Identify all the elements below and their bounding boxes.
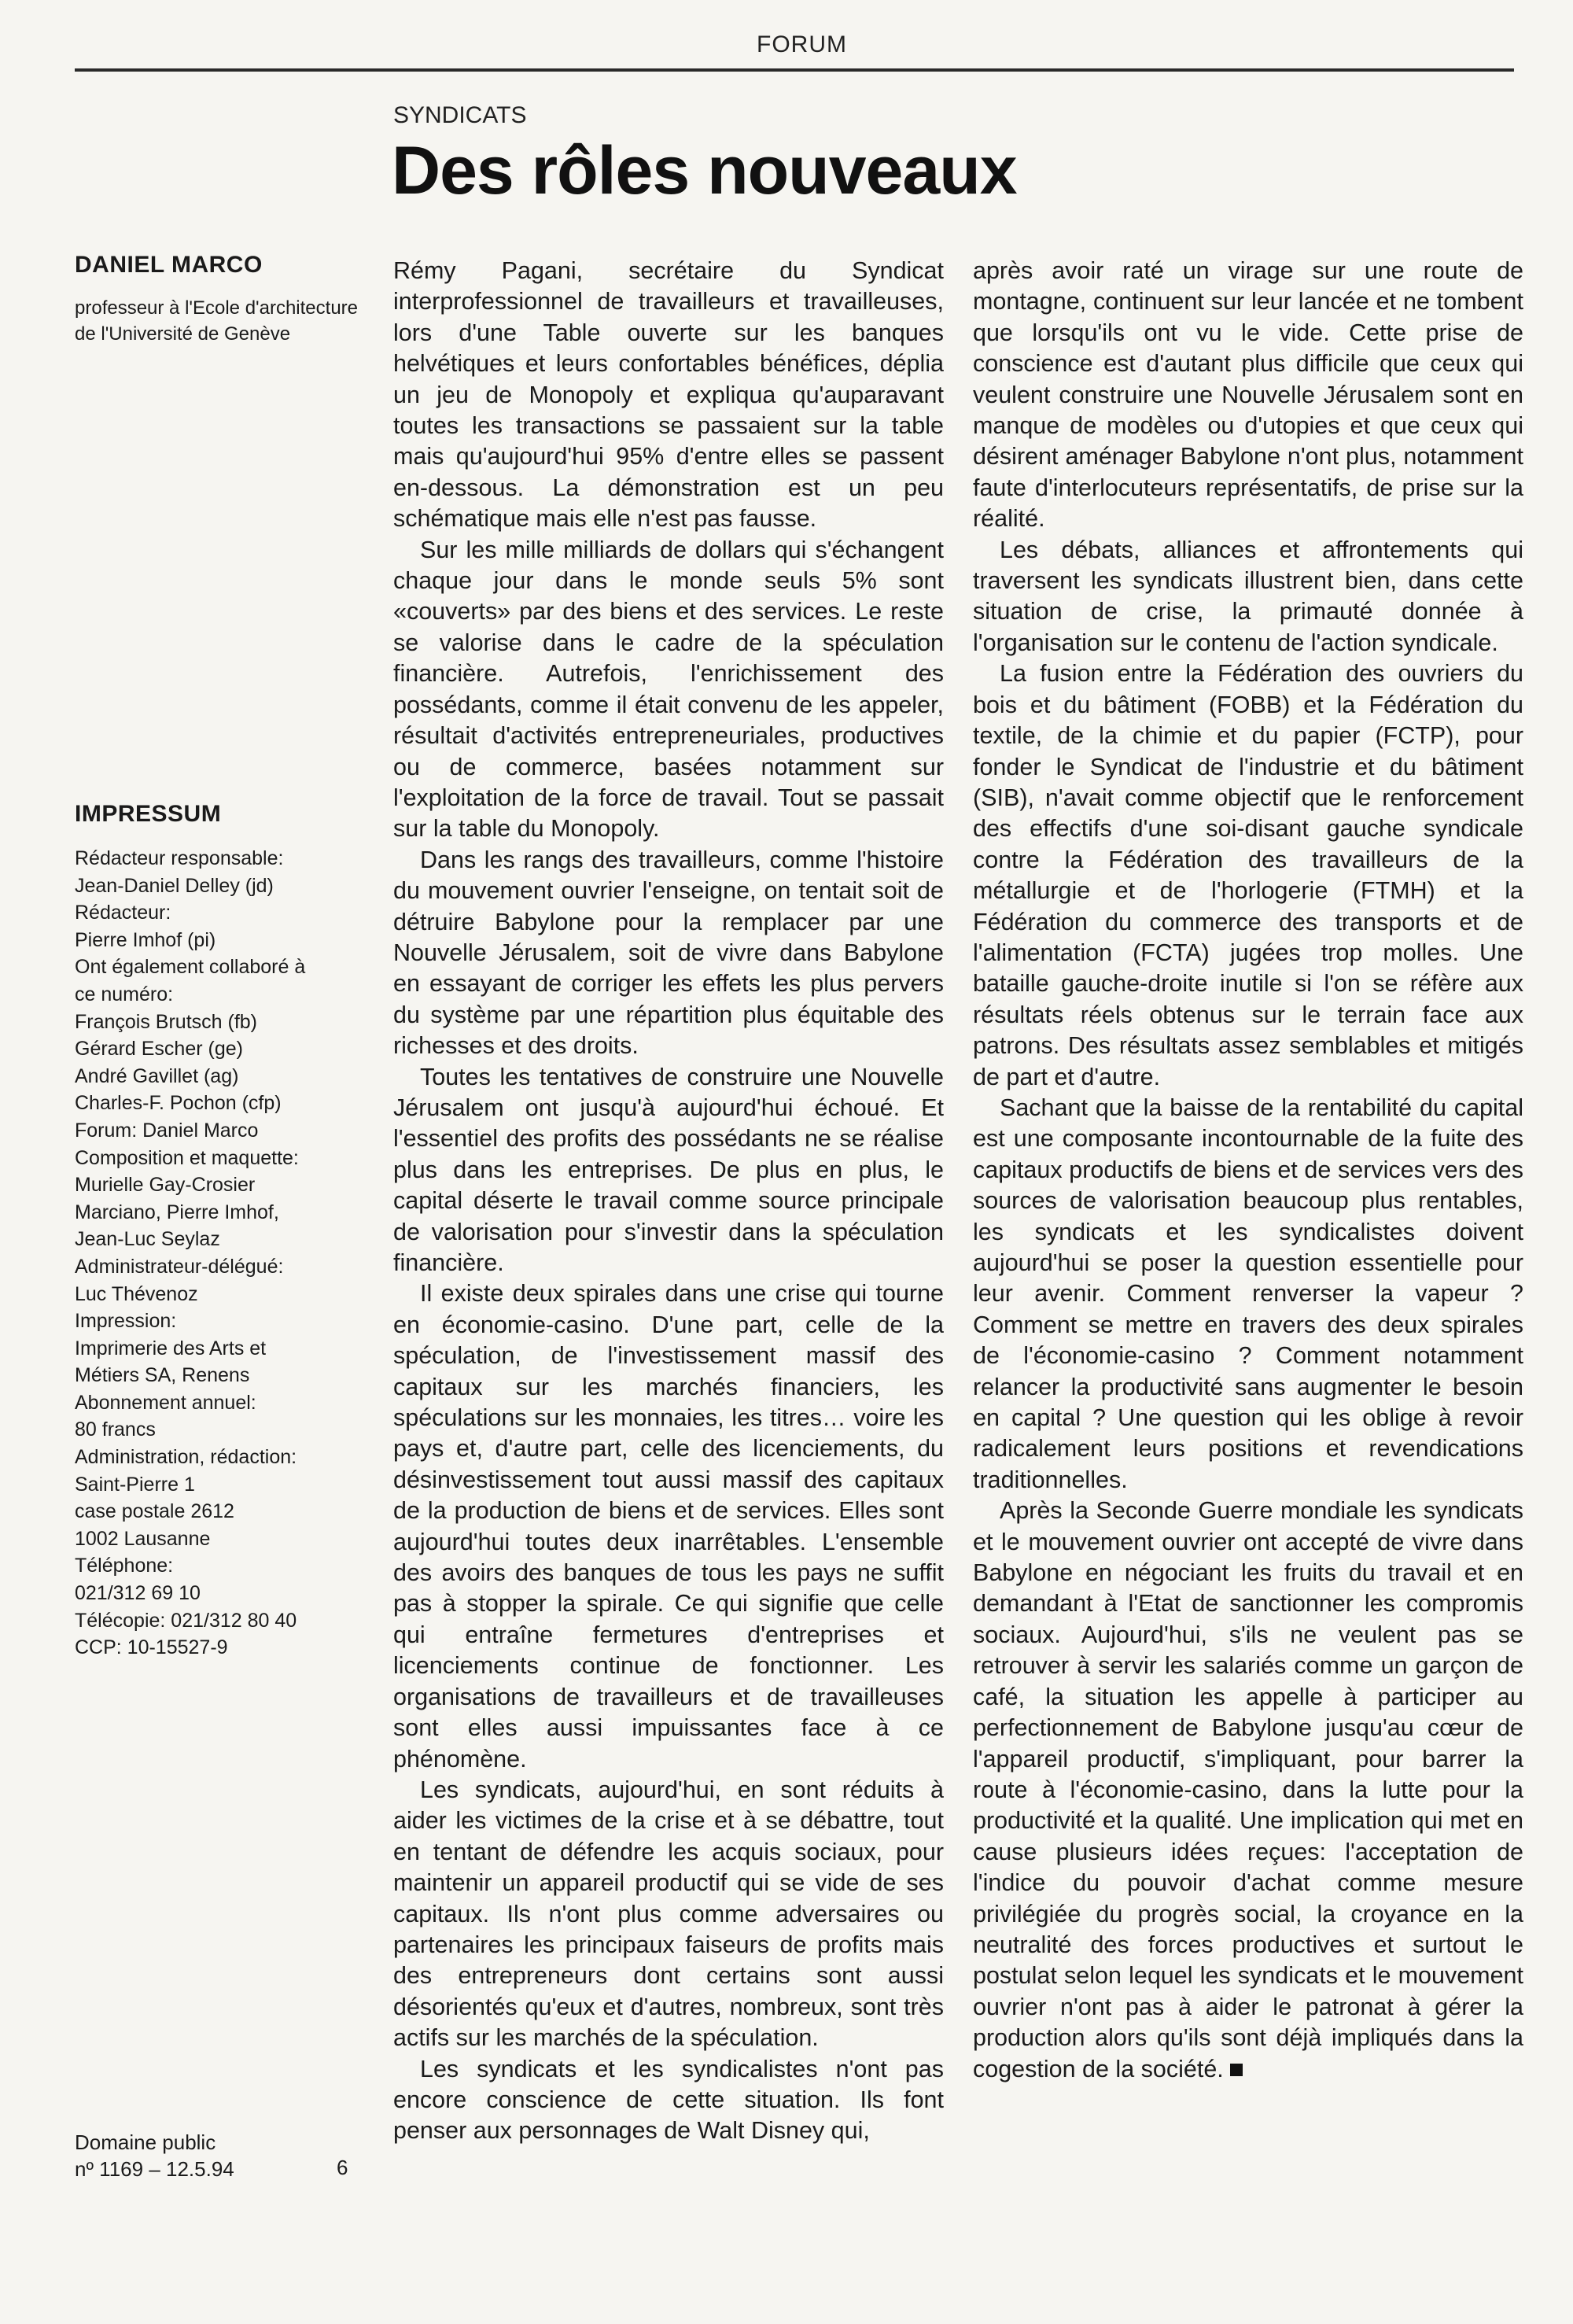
- impressum-line: Télécopie: 021/312 80 40: [75, 1609, 297, 1632]
- header-rule: [75, 68, 1514, 72]
- article-paragraph: La fusion entre la Fédération des ouvriers du bois et du bâtiment (FOBB) et la Fédération du textile, de la chimie et du papier (FCTP), pour fonder le Syndicat de l'industrie et du bâtiment (SIB), n'avait comme objectif que le renforcement des effectifs d'une soi-disant gauche syndicale contre la Fédération des travailleurs de la métallurgie et de l'horlogerie (FTMH) et la Fédération du commerce des transports et de l'alimentation (FCTA) jugées trop molles. Une bataille gauche-droite inutile si l'on se réfère aux résultats réels obtenus sur le terrain face aux patrons. Des résultats assez semblables et mitigés de part et d'autre.: [973, 660, 1523, 1090]
- impressum-line: Imprimerie des Arts et: [75, 1337, 267, 1359]
- article-paragraph: Rémy Pagani, secrétaire du Syndicat interprofessionnel de travailleurs et travailleuses, lors d'une Table ouverte sur les banques helvétiques et leurs confortables bénéfices, déplia un jeu de Monopoly et expliqua qu'auparavant toutes les transactions se passaient sur la table mais qu'aujourd'hui 95% d'entre elles se passent en-dessous. La démonstration est un peu schématique mais elle n'est pas fausse.: [393, 257, 944, 533]
- article-paragraph: Les syndicats, aujourd'hui, en sont réduits à aider les victimes de la crise et à se débattre, tout en tentant de défendre les acquis sociaux, pour maintenir un appareil productif qui se vide de ses capitaux. Ils n'ont plus comme adversaires ou partenaires les principaux faiseurs de profits mais des entrepreneurs dont certains sont aussi désorientés qu'eux et d'autres, nombreux, sont très actifs sur les marchés de la spéculation.: [393, 1776, 944, 2052]
- impressum-line: François Brutsch (fb): [75, 1010, 258, 1033]
- impressum-line: Forum: Daniel Marco: [75, 1119, 259, 1142]
- impressum-line: Murielle Gay-Crosier: [75, 1174, 256, 1197]
- impressum-line: Jean-Daniel Delley (jd): [75, 874, 274, 897]
- impressum-line: Gérard Escher (ge): [75, 1038, 243, 1061]
- article-column-2: [973, 256, 1523, 2085]
- publication-footer: [75, 2129, 358, 2182]
- article-column-1: [393, 256, 944, 2147]
- article-paragraph: Dans les rangs des travailleurs, comme l'histoire du mouvement ouvrier l'enseigne, on tentait soit de détruire Babylone pour la remplacer par une Nouvelle Jérusalem, soit de vivre dans Babylone en essayant de corriger les effets les plus pervers du système par une répartition plus équitable des richesses et des droits.: [393, 846, 944, 1060]
- impressum-line: Rédacteur:: [75, 902, 171, 924]
- impressum-line: Abonnement annuel:: [75, 1391, 256, 1414]
- impressum-line: Impression:: [75, 1310, 177, 1333]
- page-number: 6: [337, 2156, 348, 2179]
- impressum-line: Administration, rédaction:: [75, 1446, 297, 1469]
- impressum-line: Saint-Pierre 1: [75, 1473, 195, 1496]
- article-paragraph: après avoir raté un virage sur une route de montagne, continuent sur leur lancée et ne tombent que lorsqu'ils ont vu le vide. Cette prise de conscience est d'autant plus difficile que ceux qui veulent construire une Nouvelle Jérusalem sont en manque de modèles ou d'utopies et que ceux qui désirent aménager Babylone n'ont plus, notamment faute d'interlocuteurs représentatifs, de prise sur la réalité.: [973, 257, 1523, 533]
- end-of-article-mark: [1230, 2064, 1243, 2076]
- impressum-line: Jean-Luc Seylaz: [75, 1228, 220, 1251]
- article-paragraph: [973, 1496, 1523, 2085]
- article-kicker: SYNDICATS: [393, 102, 527, 128]
- article-paragraph: Les syndicats et les syndicalistes n'ont pas encore conscience de cette situation. Ils font penser aux personnages de Walt Disney qui,: [393, 2055, 944, 2145]
- impressum-line: Téléphone:: [75, 1555, 174, 1577]
- impressum-line: Luc Thévenoz: [75, 1282, 198, 1305]
- impressum-line: Charles-F. Pochon (cfp): [75, 1092, 282, 1115]
- section-label: FORUM: [757, 31, 847, 57]
- impressum-line: Marciano, Pierre Imhof,: [75, 1201, 279, 1223]
- article-title: Des rôles nouveaux: [392, 133, 1017, 208]
- impressum-line: 80 francs: [75, 1418, 156, 1441]
- impressum-line: Ont également collaboré à: [75, 956, 306, 979]
- impressum-line: 1002 Lausanne: [75, 1527, 211, 1550]
- impressum-line: 021/312 69 10: [75, 1582, 201, 1605]
- article-paragraph: Sur les mille milliards de dollars qui s'échangent chaque jour dans le monde seuls 5% sont «couverts» par des biens et des services. Le reste se valorise dans le cadre de la spéculation financière. Autrefois, l'enrichissement des possédants, comme il était convenu de les appeler, résultait d'activités entrepreneuriales, productives ou de commerce, basées notamment sur l'exploitation de la force de travail. Tout se passait sur la table du Monopoly.: [393, 536, 944, 843]
- impressum-line: CCP: 10-15527-9: [75, 1636, 228, 1659]
- impressum-line: Rédacteur responsable:: [75, 847, 284, 869]
- impressum-line: André Gavillet (ag): [75, 1064, 239, 1087]
- impressum-line: Composition et maquette:: [75, 1146, 299, 1169]
- publication-name: Domaine public: [75, 2130, 216, 2154]
- impressum-line: ce numéro:: [75, 983, 174, 1005]
- article-paragraph: Sachant que la baisse de la rentabilité du capital est une composante incontournable de la fuite des capitaux productifs de biens et de services vers des sources de valorisation beaucoup plus rentables, les syndicats et les syndicalistes doivent aujourd'hui se poser la question essentielle pour leur avenir. Comment renverser la vapeur ? Comment se mettre en travers des deux spirales de l'économie-casino ? Comment notamment relancer la productivité sans augmenter le besoin en capital ? Une question qui les oblige à revoir radicalement leurs positions et revendications traditionnelles.: [973, 1094, 1523, 1493]
- impressum-list: [75, 845, 358, 1662]
- impressum-title: IMPRESSUM: [75, 801, 222, 827]
- article-paragraph: Il existe deux spirales dans une crise qui tourne en économie-casino. D'une part, celle de la spéculation, de l'investissement massif des capitaux sur les marchés financiers, les spéculations sur les monnaies, les titres… voire les pays et, d'autre part, celle des licenciements, du désinvestissement tout aussi massif des capitaux de la production de biens et de services. Elles sont aujourd'hui toutes deux inarrêtables. L'ensemble des avoirs des banques de tous les pays ne suffit pas à stopper la spirale. Ce qui signifie que celle qui entraîne fermetures d'entreprises et licenciements continue de fonctionner. Les organisations de travailleurs et de travailleuses sont elles aussi impuissantes face à ce phénomène.: [393, 1280, 944, 1773]
- article-paragraph: Les débats, alliances et affrontements qui traversent les syndicats illustrent bien, dans cette situation de crise, la primauté donnée à l'organisation sur le contenu de l'action syndicale.: [973, 536, 1523, 656]
- author-name: DANIEL MARCO: [75, 252, 263, 278]
- article-final-text: Après la Seconde Guerre mondiale les syndicats et le mouvement ouvrier ont accepté de vivre dans Babylone en négociant les fruits du travail et en demandant à l'Etat de sanctionner les compromis sociaux. Aujourd'hui, s'ils ne veulent pas se retrouver à servir les salariés comme un garçon de café, la situation les appelle à participer au perfectionnement de Babylone jusqu'au cœur de l'appareil productif, s'impliquant, pour barrer la route à l'économie-casino, dans la lutte pour la productivité et la qualité. Une implication qui met en cause plusieurs idées reçues: l'acceptation de l'indice du pouvoir d'achat comme mesure privilégiée du progrès social, la croyance en la neutralité des forces productives et surtout le postulat selon lequel les syndicats et le mouvement ouvrier n'ont pas à aider le patronat à gérer la production alors qu'ils sont déjà impliqués dans la cogestion de la société.: [973, 1497, 1523, 2082]
- impressum-line: Métiers SA, Renens: [75, 1364, 250, 1387]
- impressum-line: Administrateur-délégué:: [75, 1255, 284, 1278]
- author-role: professeur à l'Ecole d'architecture de l'Université de Genève: [75, 297, 359, 345]
- article-paragraph: Toutes les tentatives de construire une Nouvelle Jérusalem ont jusqu'à aujourd'hui échoué. Et l'essentiel des profits des possédants ne se réalise plus dans les entreprises. De plus en plus, le capital déserte le travail comme source principale de valorisation pour s'investir dans la spéculation financière.: [393, 1063, 944, 1276]
- impressum-line: Pierre Imhof (pi): [75, 928, 216, 951]
- issue-info: nº 1169 – 12.5.94: [75, 2157, 234, 2181]
- impressum-line: case postale 2612: [75, 1500, 234, 1523]
